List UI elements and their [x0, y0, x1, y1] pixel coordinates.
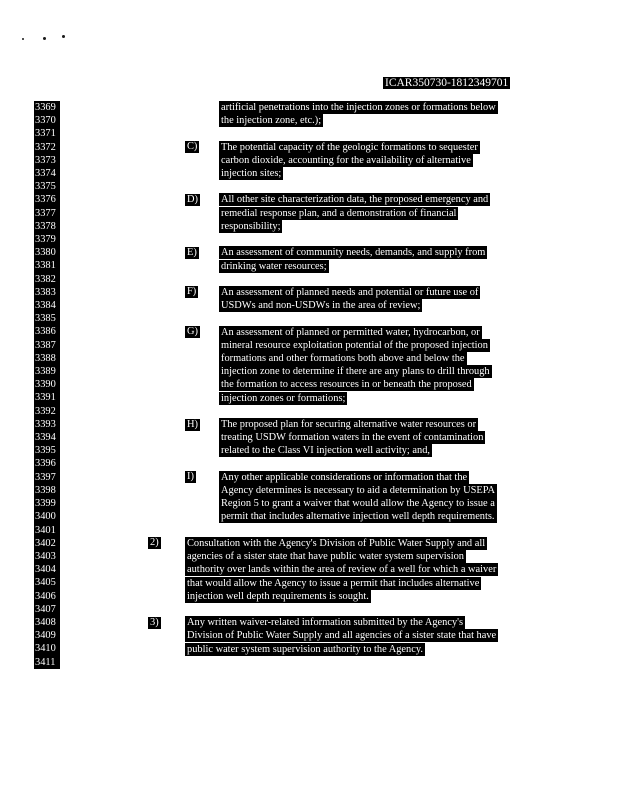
line-number: 3378	[34, 220, 60, 233]
paragraph-line: drinking water resources;	[221, 260, 327, 272]
paragraph-line: Any written waiver-related information submitted by the Agency's	[187, 617, 464, 629]
line-number: 3404	[34, 563, 60, 576]
list-item	[219, 246, 549, 272]
list-item	[219, 286, 549, 312]
line-number: 3382	[34, 273, 60, 286]
paragraph-line: USDWs and non-USDWs in the area of review;	[221, 300, 421, 312]
scan-speck	[62, 35, 65, 38]
paragraph-line: injection zones or formations;	[221, 392, 346, 404]
paragraph-line: remedial response plan, and a demonstration of financial	[221, 207, 457, 219]
list-item	[219, 326, 549, 405]
line-number: 3383	[34, 286, 60, 299]
list-item	[219, 141, 549, 181]
line-number: 3380	[34, 246, 60, 259]
paragraph-line: agencies of a sister state that have public water system supervision	[187, 551, 465, 563]
line-number: 3390	[34, 378, 60, 391]
paragraph-line: authority over lands within the area of review of a well for which a waiver	[187, 564, 497, 576]
list-marker: G)	[187, 326, 198, 338]
line-number: 3407	[34, 603, 60, 616]
line-number: 3399	[34, 497, 60, 510]
line-number: 3386	[34, 325, 60, 338]
list-marker: E)	[187, 246, 197, 258]
paragraph-line: treating USDW formation waters in the event of contamination	[221, 432, 484, 444]
paragraph-line: All other site characterization data, the proposed emergency and	[221, 194, 489, 206]
list-item	[219, 193, 549, 233]
line-number: 3373	[34, 154, 60, 167]
line-number: 3403	[34, 550, 60, 563]
paragraph-line: An assessment of community needs, demands, and supply from	[221, 247, 486, 259]
paragraph-line: that would allow the Agency to issue a permit that includes alternative	[187, 577, 480, 589]
list-marker: D)	[187, 193, 198, 205]
line-number: 3370	[34, 114, 60, 127]
line-number: 3408	[34, 616, 60, 629]
line-number: 3381	[34, 259, 60, 272]
paragraph-line: permit that includes alternative injection well depth requirements.	[221, 511, 495, 523]
paragraph-line: the formation to access resources in or beneath the proposed	[221, 379, 472, 391]
line-number: 3409	[34, 629, 60, 642]
paragraph-line: public water system supervision authority to the Agency.	[187, 643, 423, 655]
list-item	[219, 471, 549, 524]
paragraph-line: Region 5 to grant a waiver that would allow the Agency to issue a	[221, 498, 495, 510]
list-item	[219, 101, 549, 127]
paragraph-line: An assessment of planned needs and potential or future use of	[221, 286, 479, 298]
paragraph-line: artificial penetrations into the injection zones or formations below	[221, 102, 496, 113]
document-id: ICAR350730-1812349701	[385, 77, 509, 89]
paragraph-line: responsibility;	[221, 220, 281, 232]
list-marker: 3)	[150, 616, 159, 628]
line-number: 3384	[34, 299, 60, 312]
scan-speck	[22, 38, 24, 40]
line-number: 3387	[34, 339, 60, 352]
paragraph-line: Agency determines is necessary to aid a determination by USEPA	[221, 485, 496, 497]
list-marker: 2)	[150, 537, 159, 549]
line-number: 3375	[34, 180, 60, 193]
line-number: 3377	[34, 207, 60, 220]
line-number: 3376	[34, 193, 60, 206]
list-marker: H)	[187, 418, 198, 430]
line-number: 3389	[34, 365, 60, 378]
scan-speck	[43, 37, 46, 40]
list-item	[185, 537, 550, 603]
paragraph-line: The proposed plan for securing alternative water resources or	[221, 419, 477, 431]
line-number: 3391	[34, 391, 60, 404]
line-number: 3397	[34, 471, 60, 484]
line-number: 3388	[34, 352, 60, 365]
line-number: 3402	[34, 537, 60, 550]
paragraph-line: An assessment of planned or permitted water, hydrocarbon, or	[221, 326, 480, 338]
line-number-column	[34, 101, 60, 669]
line-number: 3400	[34, 510, 60, 523]
paragraph-line: related to the Class VI injection well activity; and,	[221, 445, 431, 457]
line-number: 3371	[34, 127, 60, 140]
paragraph-line: The potential capacity of the geologic formations to sequester	[221, 141, 478, 153]
line-number: 3395	[34, 444, 60, 457]
line-number: 3398	[34, 484, 60, 497]
paragraph-line: Division of Public Water Supply and all agencies of a sister state that have	[187, 630, 497, 642]
line-number: 3394	[34, 431, 60, 444]
line-number: 3401	[34, 524, 60, 537]
line-number: 3393	[34, 418, 60, 431]
line-number: 3379	[34, 233, 60, 246]
line-number: 3369	[34, 101, 60, 114]
list-item	[219, 418, 549, 458]
line-number: 3385	[34, 312, 60, 325]
paragraph-line: carbon dioxide, accounting for the availability of alternative	[221, 154, 471, 166]
paragraph-line: Any other applicable considerations or information that the	[221, 471, 468, 483]
line-number: 3396	[34, 457, 60, 470]
list-marker: F)	[187, 286, 197, 298]
line-number: 3410	[34, 642, 60, 655]
line-number: 3411	[34, 656, 60, 669]
paragraph-line: formations and other formations both above and below the	[221, 352, 465, 364]
line-number: 3374	[34, 167, 60, 180]
list-item	[185, 616, 550, 656]
list-marker: C)	[187, 141, 198, 153]
paragraph-line: Consultation with the Agency's Division of Public Water Supply and all	[187, 537, 486, 549]
paragraph-line: the injection zone, etc.);	[221, 115, 322, 127]
line-number: 3372	[34, 141, 60, 154]
paragraph-line: injection sites;	[221, 168, 282, 180]
list-marker: I)	[187, 471, 194, 483]
paragraph-line: mineral resource exploitation potential of the proposed injection	[221, 339, 488, 351]
line-number: 3392	[34, 405, 60, 418]
line-number: 3406	[34, 590, 60, 603]
paragraph-line: injection well depth requirements is sought.	[187, 590, 369, 602]
paragraph-line: injection zone to determine if there are any plans to drill through	[221, 366, 490, 378]
line-number: 3405	[34, 576, 60, 589]
